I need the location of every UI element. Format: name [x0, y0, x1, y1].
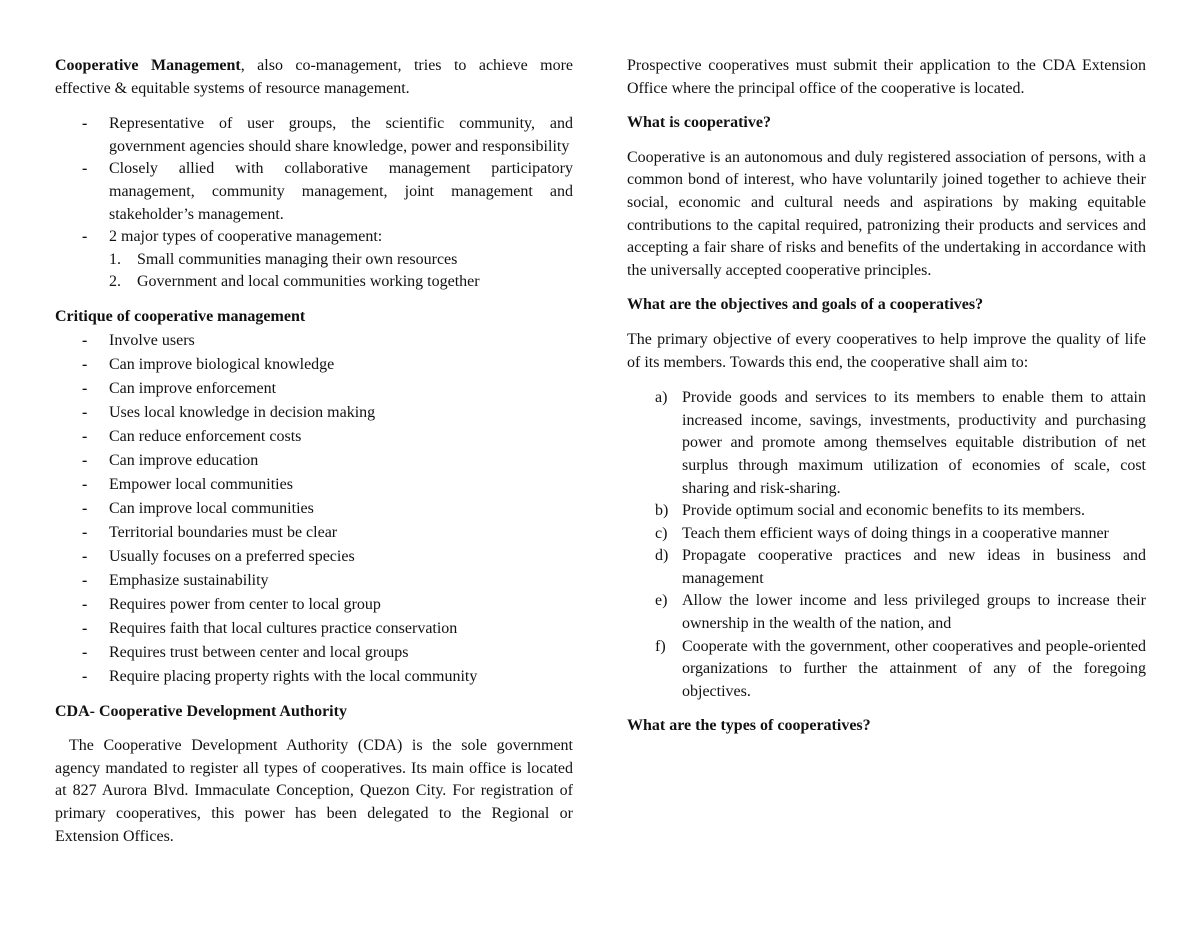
- what-is-heading: What is cooperative?: [627, 114, 771, 132]
- objectives-paragraph: The primary objective of every cooperatives to help improve the quality of life of its members. Towards this end, the cooperative shall aim to:: [627, 330, 1146, 371]
- objective-item: [627, 636, 1146, 704]
- list-marker: 2.: [109, 273, 121, 291]
- bullet-item: - 2 major types of cooperative management:: [55, 226, 573, 249]
- list-marker: e): [655, 592, 668, 610]
- critique-item: - Requires power from center to local group: [55, 593, 573, 617]
- critique-item: - Can improve biological knowledge: [55, 353, 573, 377]
- list-marker: f): [655, 637, 666, 655]
- cda-heading: CDA- Cooperative Development Authority: [55, 702, 347, 720]
- critique-item: - Require placing property rights with the local community: [55, 665, 573, 689]
- critique-item: - Can improve education: [55, 449, 573, 473]
- critique-item: - Usually focuses on a preferred species: [55, 545, 573, 569]
- prospective-paragraph: Prospective cooperatives must submit their application to the CDA Extension Office where the principal office of the cooperative is located.: [627, 57, 1146, 97]
- objective-text: Provide goods and services to its members to enable them to attain increased income, savings, investments, productivity and purchasing power and promote among themselves equitable distribution of net surplus through maximum utilization of economies of scale, cost sharing and risk-sharing.: [682, 389, 1146, 497]
- critique-item: - Involve users: [55, 329, 573, 353]
- objective-item: [627, 523, 1146, 546]
- objective-item: [627, 500, 1146, 523]
- critique-item: - Empower local communities: [55, 473, 573, 497]
- critique-item: - Requires faith that local cultures practice conservation: [55, 617, 573, 641]
- left-column: [55, 55, 573, 848]
- intro-bullet-list: [55, 113, 573, 249]
- critique-item: - Requires trust between center and local groups: [55, 641, 573, 665]
- bullet-item: - Representative of user groups, the scientific community, and government agencies should share knowledge, power and responsibility: [55, 113, 573, 158]
- type-text: Small communities managing their own resources: [137, 250, 458, 268]
- intro-text: , also co-management, tries to achieve more effective & equitable systems of resource management.: [55, 57, 573, 97]
- intro-paragraph: [55, 55, 573, 100]
- right-column: [627, 55, 1146, 738]
- type-item: [109, 271, 573, 294]
- objective-text: Provide optimum social and economic benefits to its members.: [682, 502, 1086, 520]
- objective-item: [627, 590, 1146, 635]
- list-marker: 1.: [109, 250, 121, 268]
- cda-paragraph: The Cooperative Development Authority (CDA) is the sole government agency mandated to register all types of cooperatives. Its main office is located at 827 Aurora Blvd. Immaculate Conception, Quezon City. For registration of primary cooperatives, this power has been delegated to the Regional or Extension Offices.: [55, 737, 573, 845]
- objective-item: [627, 545, 1146, 590]
- management-types-list: [55, 249, 573, 294]
- what-is-paragraph: Cooperative is an autonomous and duly registered association of persons, with a common bond of interest, who have voluntarily joined together to achieve their social, economic and cultural needs and aspirations by making equitable contributions to the capital required, patronizing their products and services and accepting a fair share of risks and benefits of the undertaking in accordance with the universally accepted cooperative principles.: [627, 148, 1146, 279]
- objective-text: Teach them efficient ways of doing things in a cooperative manner: [682, 524, 1109, 542]
- list-marker: a): [655, 389, 668, 407]
- critique-item: - Can reduce enforcement costs: [55, 425, 573, 449]
- critique-item: - Uses local knowledge in decision making: [55, 401, 573, 425]
- objective-text: Cooperate with the government, other cooperatives and people-oriented organizations to further the attainment of any of the foregoing objectives.: [682, 637, 1146, 700]
- critique-item: - Can improve local communities: [55, 497, 573, 521]
- critique-item: - Can improve enforcement: [55, 377, 573, 401]
- critique-heading: Critique of cooperative management: [55, 307, 306, 325]
- types-heading: What are the types of cooperatives?: [627, 717, 871, 735]
- objective-text: Allow the lower income and less privileged groups to increase their ownership in the wealth of the nation, and: [682, 592, 1146, 633]
- critique-item: - Emphasize sustainability: [55, 569, 573, 593]
- objective-item: [627, 387, 1146, 500]
- objectives-list: [627, 387, 1146, 703]
- type-text: Government and local communities working together: [137, 273, 480, 291]
- bullet-item: - Closely allied with collaborative management participatory management, community management, joint management and stakeholder’s management.: [55, 158, 573, 226]
- list-marker: b): [655, 502, 669, 520]
- objectives-heading: What are the objectives and goals of a cooperatives?: [627, 296, 984, 314]
- list-marker: d): [655, 547, 669, 565]
- critique-item: - Territorial boundaries must be clear: [55, 521, 573, 545]
- list-marker: c): [655, 524, 668, 542]
- intro-term: Cooperative Management: [55, 57, 241, 74]
- objective-text: Propagate cooperative practices and new ideas in business and management: [682, 547, 1146, 587]
- type-item: [109, 249, 573, 272]
- critique-list: [55, 329, 573, 689]
